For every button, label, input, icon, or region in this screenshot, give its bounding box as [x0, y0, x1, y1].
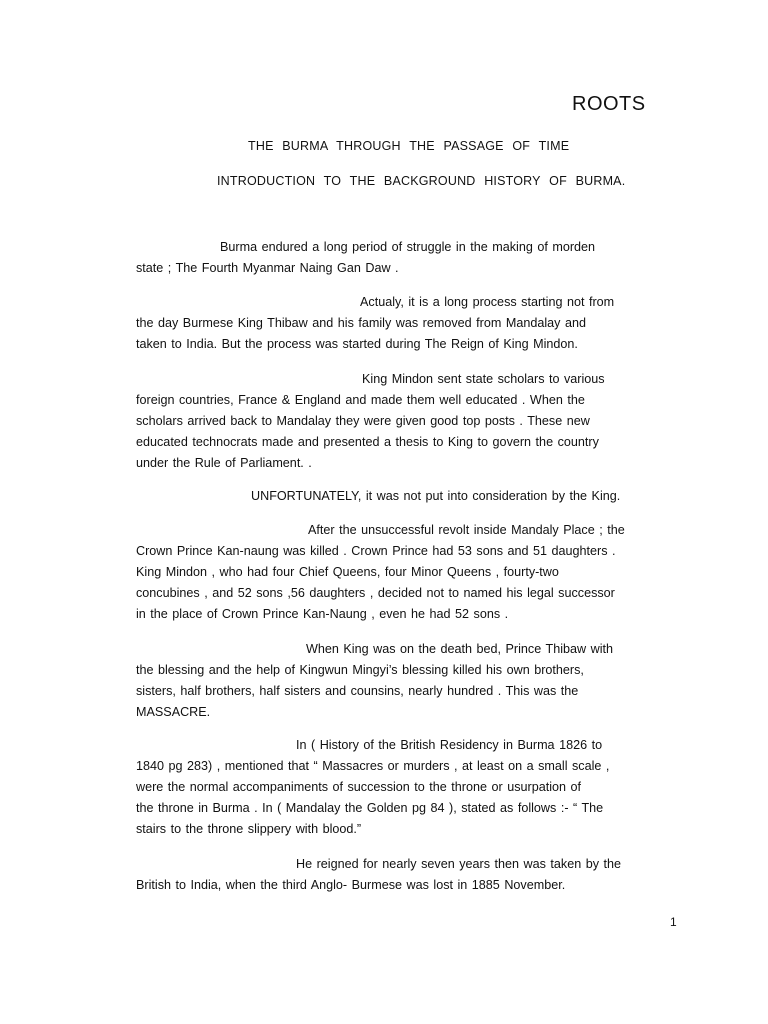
paragraph-line: stairs to the throne slippery with blood.” — [136, 822, 362, 836]
paragraph-line: concubines , and 52 sons ,56 daughters , decided not to named his legal successor — [136, 586, 615, 600]
paragraph-line: were the normal accompaniments of succession to the throne or usurpation of — [136, 780, 582, 794]
paragraph-4 — [136, 486, 672, 507]
paragraph-line: in the place of Crown Prince Kan-Naung , even he had 52 sons . — [136, 607, 509, 621]
paragraph-line: He reigned for nearly seven years then was taken by the — [296, 857, 622, 871]
paragraph-line: 1840 pg 283) , mentioned that “ Massacres or murders , at least on a small scale , — [136, 759, 610, 773]
paragraph-line: In ( History of the British Residency in Burma 1826 to — [296, 738, 603, 752]
paragraph-line: the day Burmese King Thibaw and his family was removed from Mandalay and — [136, 316, 586, 330]
paragraph-line: sisters, half brothers, half sisters and counsins, nearly hundred . This was the — [136, 684, 579, 698]
paragraph-line: scholars arrived back to Mandalay they were given good top posts . These new — [136, 414, 590, 428]
paragraph-line: the throne in Burma . In ( Mandalay the Golden pg 84 ), stated as follows :- “ The — [136, 801, 604, 815]
paragraph-line: foreign countries, France & England and made them well educated . When the — [136, 393, 585, 407]
paragraph-6 — [136, 639, 672, 723]
paragraph-line: UNFORTUNATELY, it was not put into consideration by the King. — [251, 489, 621, 503]
paragraph-line: Actualy, it is a long process starting not from — [360, 295, 615, 309]
page-number: 1 — [670, 915, 677, 929]
paragraph-line: MASSACRE. — [136, 705, 211, 719]
paragraph-line: After the unsuccessful revolt inside Mandaly Place ; the — [308, 523, 625, 537]
paragraph-line: King Mindon sent state scholars to various — [362, 372, 605, 386]
paragraph-line: under the Rule of Parliament. . — [136, 456, 312, 470]
paragraph-line: When King was on the death bed, Prince Thibaw with — [306, 642, 613, 656]
paragraph-line: state ; The Fourth Myanmar Naing Gan Daw . — [136, 261, 399, 275]
paragraph-line: Crown Prince Kan-naung was killed . Crown Prince had 53 sons and 51 daughters . — [136, 544, 616, 558]
paragraph-line: educated technocrats made and presented a thesis to King to govern the country — [136, 435, 599, 449]
paragraph-line: British to India, when the third Anglo- Burmese was lost in 1885 November. — [136, 878, 566, 892]
document-title: ROOTS — [572, 93, 646, 115]
paragraph-3 — [136, 369, 672, 474]
paragraph-line: King Mindon , who had four Chief Queens, four Minor Queens , fourty-two — [136, 565, 559, 579]
paragraph-line: taken to India. But the process was started during The Reign of King Mindon. — [136, 337, 578, 351]
paragraph-7 — [136, 735, 672, 840]
paragraph-1 — [136, 237, 672, 279]
paragraph-line: Burma endured a long period of struggle in the making of morden — [220, 240, 596, 254]
document-subtitle-2: INTRODUCTION TO THE BACKGROUND HISTORY OF BURMA. — [217, 174, 626, 188]
paragraph-8 — [136, 854, 672, 896]
paragraph-5 — [136, 520, 672, 625]
paragraph-2 — [136, 292, 672, 355]
paragraph-line: the blessing and the help of Kingwun Mingyi’s blessing killed his own brothers, — [136, 663, 584, 677]
document-subtitle-1: THE BURMA THROUGH THE PASSAGE OF TIME — [248, 139, 570, 153]
